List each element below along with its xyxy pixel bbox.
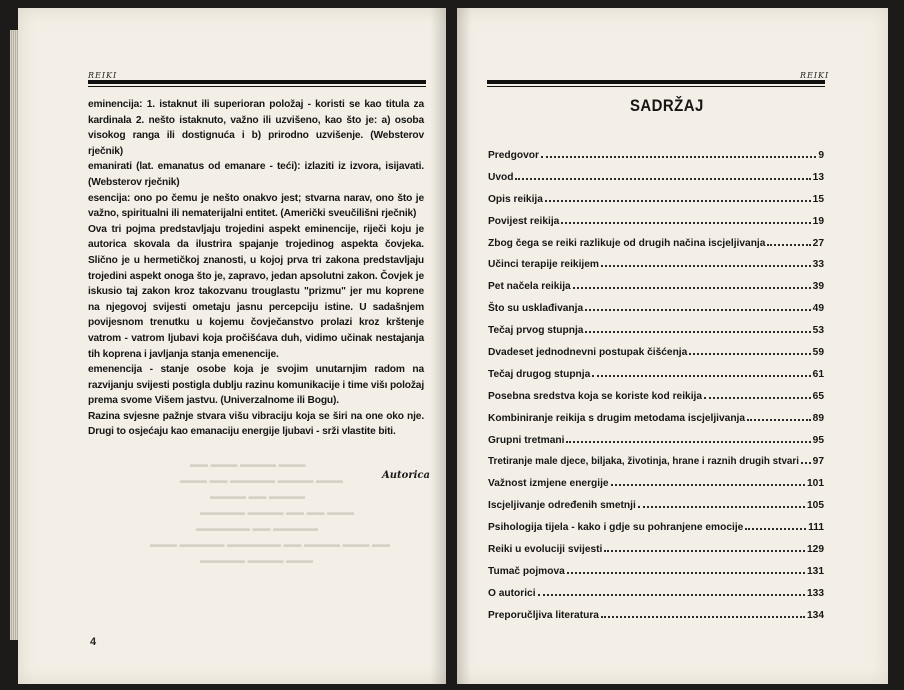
toc-entry-page: 134 bbox=[807, 609, 824, 621]
left-running-head: REIKI bbox=[88, 71, 118, 80]
toc-entry-page: 53 bbox=[812, 325, 824, 337]
toc-entry bbox=[488, 323, 824, 345]
toc-entry-page: 19 bbox=[812, 215, 824, 227]
toc-entry-label: Opis reikija bbox=[488, 193, 543, 205]
toc-entry-label: Tečaj prvog stupnja bbox=[488, 325, 584, 337]
bleed-through-text: ▬▬▬ ▬▬ ▬▬▬▬▬ ▬▬▬▬ ▬▬▬ bbox=[180, 475, 344, 485]
bleed-through-text: ▬▬▬▬▬▬ ▬▬ ▬▬▬▬▬ bbox=[196, 523, 319, 533]
left-page-number: 4 bbox=[90, 636, 97, 648]
toc-entry bbox=[488, 148, 824, 170]
toc-entry bbox=[488, 170, 824, 192]
toc-leader-dots bbox=[801, 454, 811, 464]
toc-entry-page: 111 bbox=[808, 522, 824, 534]
toc-entry-label: Predgovor bbox=[488, 150, 539, 161]
toc-entry-page: 15 bbox=[812, 193, 824, 205]
toc-entry-label: Povijest reikija bbox=[488, 215, 560, 227]
toc-entry-label: Kombiniranje reikija s drugim metodama iscjeljivanja bbox=[488, 412, 746, 424]
toc-entry-label: Grupni tretmani bbox=[488, 434, 565, 446]
toc-entry bbox=[488, 476, 824, 498]
toc-entry bbox=[488, 542, 824, 564]
toc-entry bbox=[488, 433, 824, 455]
toc-entry-label: Važnost izmjene energije bbox=[488, 478, 609, 490]
toc-leader-dots bbox=[585, 323, 810, 333]
toc-leader-dots bbox=[561, 214, 810, 224]
toc-leader-dots bbox=[541, 148, 816, 158]
toc-entry-page: 61 bbox=[812, 368, 824, 380]
toc-entry-label: Tečaj drugog stupnja bbox=[488, 368, 591, 380]
toc-entry bbox=[488, 301, 824, 323]
toc-entry bbox=[488, 192, 824, 214]
toc-entry-label: Preporučljiva literatura bbox=[488, 609, 599, 621]
toc-entry-label: Pet načela reikija bbox=[488, 281, 571, 293]
glossary-text bbox=[88, 97, 424, 440]
toc-entry-label: O autorici bbox=[488, 587, 536, 599]
toc-entry-page: 129 bbox=[807, 544, 824, 556]
bleed-through-text: ▬▬▬▬▬ ▬▬▬▬ ▬▬▬ bbox=[200, 555, 314, 565]
paragraph-eminencija: eminencija: 1. istaknut ili superioran položaj - koristi se kao titula za kardinala 2. nešto istaknuto, važno ili uzvišeno, kao što je: a) osoba visokog ranga ili dostignuća i b) prirodno uzvišenje. (Websterov rječnik) bbox=[88, 99, 424, 157]
toc-entry-label: Psihologija tijela - kako i gdje su pohranjene emocije bbox=[488, 522, 744, 534]
toc-entry-page: 89 bbox=[812, 412, 824, 424]
toc-entry bbox=[488, 236, 824, 258]
toc-entry-page: 13 bbox=[812, 171, 824, 183]
toc-entry bbox=[488, 608, 824, 630]
toc-entry bbox=[488, 564, 824, 586]
toc-entry bbox=[488, 520, 824, 542]
toc-entry bbox=[488, 345, 824, 367]
toc-entry bbox=[488, 279, 824, 301]
right-header-rule-thin bbox=[487, 86, 825, 87]
toc-leader-dots bbox=[747, 411, 811, 421]
toc-leader-dots bbox=[767, 236, 810, 246]
paragraph-esencija: esencija: ono po čemu je nešto onakvo jest; stvarna narav, ono što je važno, spiritualni ili nematerijalni entitet. (Američki sveučilišni rječnik) bbox=[88, 192, 424, 220]
toc-entry bbox=[488, 367, 824, 389]
toc-entry-label: Tumač pojmova bbox=[488, 565, 565, 577]
toc-entry-page: 65 bbox=[812, 390, 824, 402]
paragraph-razina-svjesne-paznje: Razina svjesne pažnje stvara višu vibraciju koja se širi na one oko nje. Drugi to osjećaju kao emanaciju energije ljubavi - srži vlastite biti. bbox=[88, 410, 424, 438]
toc-entry bbox=[488, 257, 824, 279]
paragraph-emanirati: emanirati (lat. emanatus od emanare - teći): izlaziti iz izvora, isijavati. (Websterov rječnik) bbox=[88, 161, 424, 188]
toc-entry-page: 9 bbox=[818, 150, 824, 161]
toc-leader-dots bbox=[538, 586, 805, 596]
toc-leader-dots bbox=[567, 564, 805, 574]
bleed-through-text: ▬▬ ▬▬▬ ▬▬▬▬ ▬▬▬ bbox=[190, 459, 306, 469]
toc-leader-dots bbox=[601, 608, 805, 618]
toc-leader-dots bbox=[592, 367, 810, 377]
toc-entry-page: 105 bbox=[807, 500, 824, 512]
toc-leader-dots bbox=[601, 257, 811, 267]
toc-entry-page: 95 bbox=[812, 434, 824, 446]
toc-entry-page: 97 bbox=[812, 456, 824, 468]
paragraph-trojedini-aspekt: Ova tri pojma predstavljaju trojedini aspekt eminencije, riječi koju je autorica skovala da ilustrira spajanje trojedinog aspekta čovjeka. Slično je u hermetičkoj znanosti, u kojoj prva tri zakona predstavljaju trojedini aspekt onoga što je, zapravo, jedan apsolutni zakon. Čovjek je iskusio taj zakon kroz takozvanu trouglastu "prizmu" jer mu koprene na njegovoj svijesti ometaju jasnu percepciju istine. U sadašnjem povijesnom trenutku u kojemu čovječanstvo prolazi kroz krštenje vatrom - vatrom ljubavi koja pročišćava duh, vidimo učinak nestajanja tih koprena i javljanja stanja emenencije. bbox=[88, 223, 424, 360]
toc-leader-dots bbox=[585, 301, 811, 311]
toc-entry-page: 101 bbox=[807, 478, 824, 490]
toc-entry-page: 131 bbox=[807, 565, 824, 577]
toc-entry bbox=[488, 214, 824, 236]
right-running-head: REIKI bbox=[800, 71, 830, 80]
toc-entry-label: Učinci terapije reikijem bbox=[488, 259, 599, 271]
left-gutter-shadow bbox=[430, 8, 446, 684]
bleed-through-text: ▬▬▬▬ ▬▬ ▬▬▬▬ bbox=[210, 491, 306, 501]
toc-leader-dots bbox=[566, 433, 810, 443]
toc-entry-label: Reiki u evoluciji svijesti bbox=[488, 544, 603, 556]
toc-entry-label: Iscjeljivanje određenih smetnji bbox=[488, 500, 636, 512]
toc-entry bbox=[488, 411, 824, 433]
toc-entry-label: Tretiranje male djece, biljaka, životinja, hrane i raznih drugih stvari bbox=[488, 456, 800, 468]
table-of-contents bbox=[488, 148, 824, 630]
toc-entry-label: Uvod bbox=[488, 171, 514, 183]
right-gutter-shadow bbox=[457, 8, 471, 684]
toc-entry-label: Posebna sredstva koja se koriste kod reikija bbox=[488, 390, 703, 402]
toc-entry-page: 59 bbox=[812, 347, 824, 359]
toc-leader-dots bbox=[611, 476, 805, 486]
toc-title: SADRŽAJ bbox=[630, 96, 704, 115]
left-header-rule-thick bbox=[88, 80, 426, 84]
toc-entry-page: 27 bbox=[812, 237, 824, 249]
toc-entry-label: Dvadeset jednodnevni postupak čišćenja bbox=[488, 347, 688, 359]
toc-leader-dots bbox=[704, 389, 811, 399]
toc-entry bbox=[488, 389, 824, 411]
toc-entry bbox=[488, 586, 824, 608]
toc-entry bbox=[488, 454, 824, 476]
toc-entry-page: 33 bbox=[812, 259, 824, 271]
toc-leader-dots bbox=[638, 498, 805, 508]
toc-entry-page: 49 bbox=[812, 303, 824, 315]
bleed-through-text: ▬▬▬ ▬▬▬▬▬ ▬▬▬▬▬▬ ▬▬ ▬▬▬▬ ▬▬▬ ▬▬ bbox=[150, 539, 391, 549]
toc-entry-label: Zbog čega se reiki razlikuje od drugih načina iscjeljivanja bbox=[488, 237, 766, 249]
author-signature: Autorica bbox=[382, 470, 430, 481]
paragraph-emenencija: emenencija - stanje osobe koja je svojim unutarnjim radom na razvijanju svijesti postigla dublju razinu komunikacije i time višı položaj prema svome Višem jastvu. (Univerzalnome ili Bogu). bbox=[88, 364, 424, 407]
toc-entry bbox=[488, 498, 824, 520]
toc-entry-label: Što su usklađivanja bbox=[488, 303, 584, 315]
bleed-through-text: ▬▬▬▬▬ ▬▬▬▬ ▬▬ ▬▬ ▬▬▬ bbox=[200, 507, 355, 517]
toc-entry-page: 133 bbox=[807, 587, 824, 599]
page-stack-edge bbox=[10, 30, 18, 640]
toc-leader-dots bbox=[604, 542, 805, 552]
left-header-rule-thin bbox=[88, 86, 426, 87]
right-header-rule-thick bbox=[487, 80, 825, 84]
toc-leader-dots bbox=[689, 345, 810, 355]
toc-leader-dots bbox=[515, 170, 810, 180]
toc-entry-page: 39 bbox=[812, 281, 824, 293]
toc-leader-dots bbox=[745, 520, 806, 530]
toc-leader-dots bbox=[545, 192, 811, 202]
toc-leader-dots bbox=[573, 279, 811, 289]
